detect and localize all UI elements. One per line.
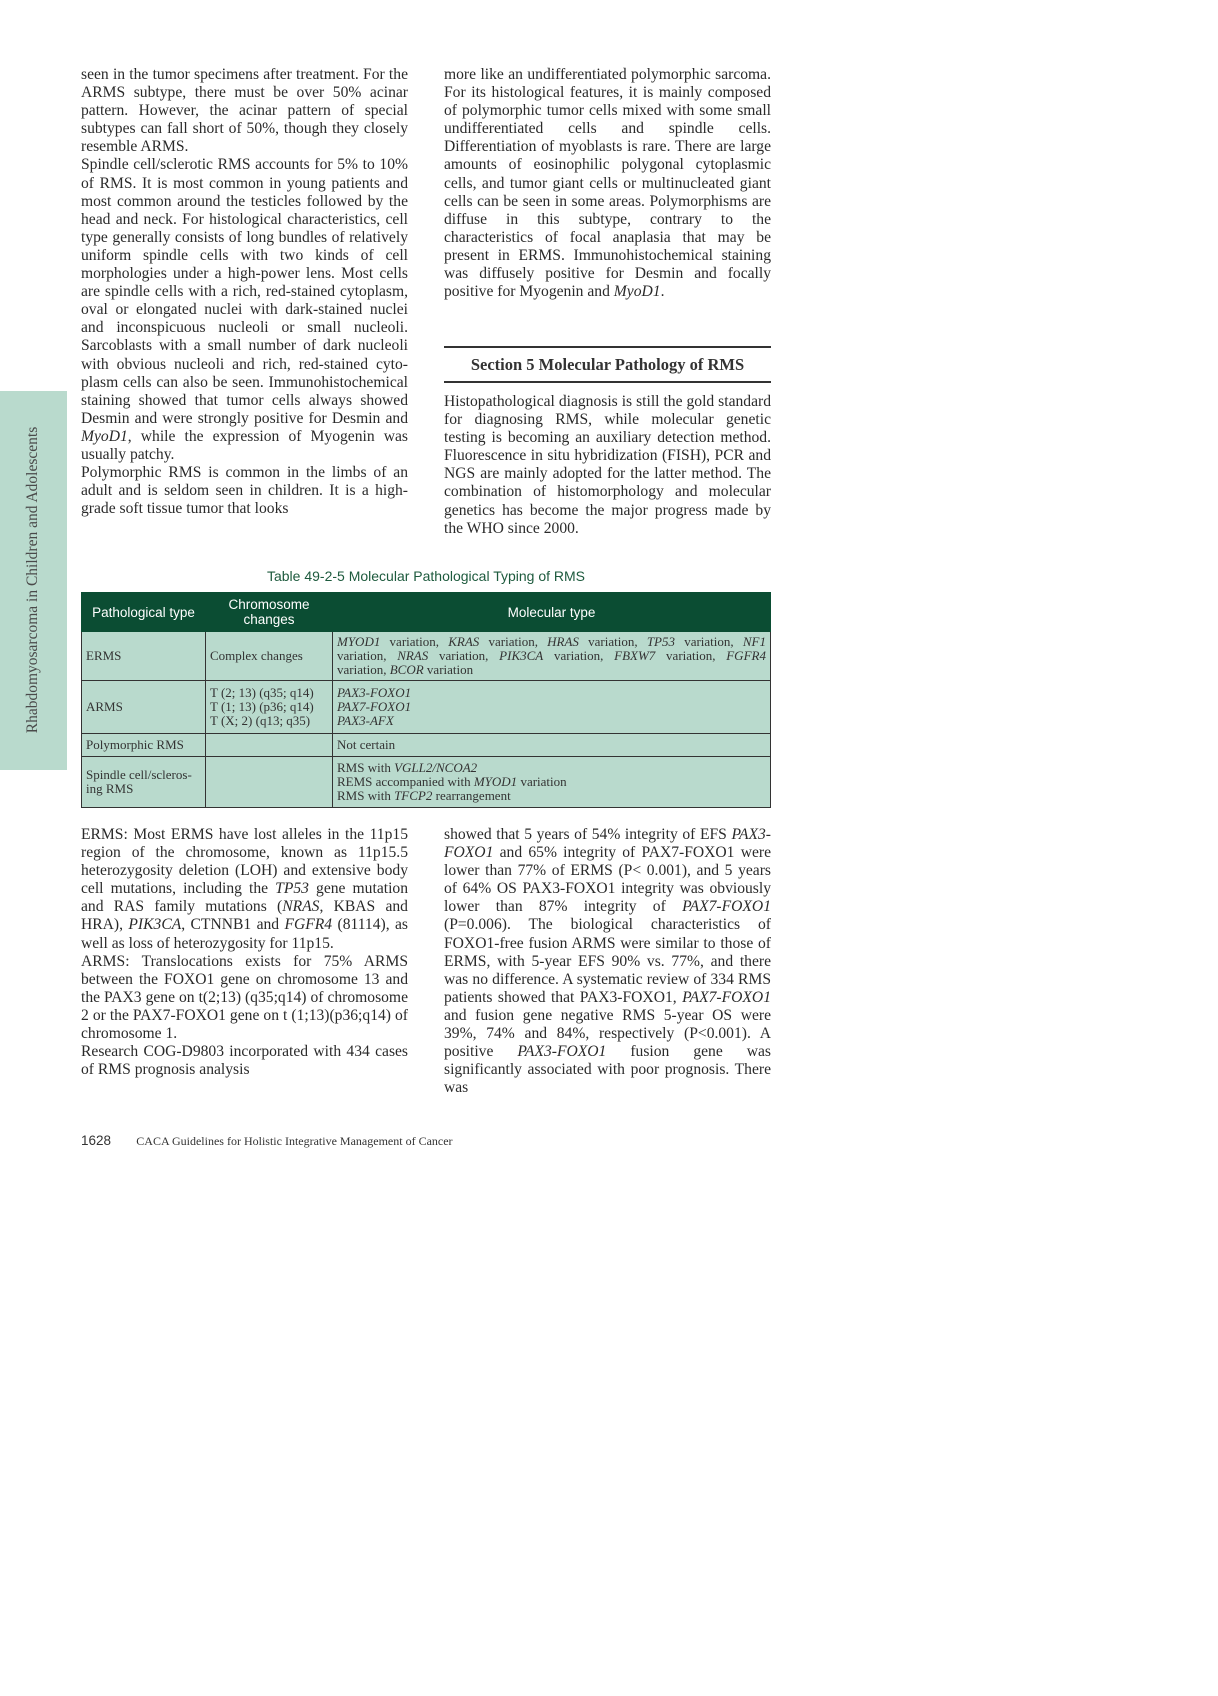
cell-molecular-type — [333, 632, 771, 681]
paragraph — [81, 464, 408, 518]
table-caption: Table 49-2-5 Molecular Pathological Typing of RMS — [266, 568, 586, 584]
text-run: variation — [517, 774, 567, 789]
text-column-bottom-right — [444, 826, 771, 1097]
italic-gene-name: TP53 — [275, 880, 309, 898]
italic-gene-name: PAX7-FOXO1 — [682, 898, 771, 916]
text-run: variation, — [674, 634, 743, 649]
cell-chromosome-changes — [206, 734, 333, 757]
italic-gene-name: KRAS — [448, 634, 480, 649]
text-run: variation, — [655, 648, 727, 663]
molecular-line — [337, 700, 766, 714]
italic-gene-name: PAX3-AFX — [337, 713, 394, 728]
italic-gene-name: TFCP2 — [394, 788, 433, 803]
cell-chromosome-changes — [206, 681, 333, 734]
text-run: variation, — [578, 634, 647, 649]
text-run: , KBAS and HRA), — [81, 898, 408, 934]
italic-gene-name: FGFR4 — [726, 648, 766, 663]
italic-gene-name: NRAS — [397, 648, 429, 663]
paragraph — [81, 953, 408, 1043]
italic-gene-name: NF1 — [742, 634, 766, 649]
table-row — [82, 681, 771, 734]
paragraph — [81, 66, 408, 156]
text-run: variation, — [337, 648, 398, 663]
chromosome-line: T (2; 13) (q35; q14) — [210, 685, 314, 700]
text-run: variation, — [380, 634, 449, 649]
paragraph — [444, 393, 771, 538]
table-row — [82, 632, 771, 681]
text-run: ARMS: Translocations exists for 75% ARMS between the FOXO1 gene on chromosome 13 and the PAX3 gene on t(2;13) (q35;q14) of chromosome 2 or the PAX7-FOXO1 gene on t (1;13)(p36;q14) of chromosome 1. — [81, 952, 408, 1043]
text-run: Histopathological diagnosis is still the gold standard for diagnosing RMS, while molecular genetic testing is becoming an auxiliary detection method. Fluorescence in situ hybridization (FISH), PCR and NGS are mainly adopted for the latter method. The combination of histomorphology and molecular genetics has become the major progress made by the WHO since 2000. — [444, 393, 771, 537]
cell-chromosome-changes — [206, 757, 333, 808]
text-run: . — [660, 283, 665, 301]
section-heading: Section 5 Molecular Pathology of RMS — [470, 355, 745, 374]
text-run: variation, — [428, 648, 500, 663]
molecular-line — [337, 738, 766, 752]
page-footer — [81, 1133, 453, 1149]
paragraph — [81, 1043, 408, 1079]
text-run: and 65% integrity of PAX7-FOXO1 were lower than 77% of ERMS (P< 0.001), and 5 years of 64% OS PAX3-FOXO1 integrity was obviously lower than 87% integrity of — [444, 844, 771, 916]
molecular-line — [337, 775, 766, 789]
text-column-top-left — [81, 66, 408, 518]
cell-pathological-type: ARMS — [82, 681, 206, 734]
italic-gene-name: HRAS — [547, 634, 579, 649]
text-run: Spindle cell/sclerotic RMS accounts for 5% to 10% of RMS. It is most common in young patients and most common around the testicles followed by the head and neck. For histological characteristics, cell type generally consists of long bundles of relatively uniform spindle cells with two kinds of cell morphologies under a high-power lens. Most cells are spindle cells with a rich, red-stained cytoplasm, oval or elongated nuclei with dark-stained nuclei and inconspicuous nucleoli or small nucleoli. Sarcoblasts with a small number of dark nucleoli with obvious nucleoli and rich, red-stained cytoplasm cells can also be seen. Immunohistochemical staining showed that tumor cells always showed Desmin and were strongly positive for Desmin and — [81, 156, 408, 427]
table-row — [82, 757, 771, 808]
running-head-sidebar — [0, 391, 67, 770]
molecular-typing-table — [81, 592, 771, 808]
molecular-line — [337, 686, 766, 700]
text-run: variation, — [337, 662, 390, 677]
molecular-line — [337, 761, 766, 775]
text-run: RMS with — [337, 788, 395, 803]
table-row — [82, 734, 771, 757]
italic-gene-name: PAX3-FOXO1 — [444, 826, 771, 862]
text-run: fusion gene was significantly associated with poor prognosis. There was — [444, 1043, 771, 1097]
italic-gene-name: FBXW7 — [614, 648, 656, 663]
italic-gene-name: PIK3CA — [128, 916, 182, 934]
text-run: ERMS: Most ERMS have lost alleles in the 11p15 region of the chromosome, known as 11p15.5 heterozygosity deletion (LOH) and extensive body cell mutations, including the — [81, 826, 408, 898]
section-rule-top — [444, 346, 771, 348]
text-run: showed that 5 years of 54% integrity of EFS — [444, 826, 732, 843]
header-pathological-type: Pathological type — [82, 593, 206, 632]
text-column-top-right — [444, 66, 771, 301]
page-number: 1628 — [81, 1133, 112, 1148]
italic-gene-name: MYOD1 — [473, 774, 518, 789]
paragraph — [81, 156, 408, 464]
text-run: Not certain — [337, 737, 396, 752]
cell-molecular-type — [333, 681, 771, 734]
cell-pathological-type: ERMS — [82, 632, 206, 681]
paragraph — [444, 826, 771, 1097]
chromosome-line: T (X; 2) (q13; q35) — [210, 713, 311, 728]
molecular-line — [337, 789, 766, 803]
table-header-row — [82, 593, 771, 632]
text-run: , while the expression of Myogenin was usually patchy. — [81, 427, 408, 463]
italic-gene-name: NRAS — [282, 898, 320, 916]
text-run: more like an undifferentiated polymorphic sarcoma. For its histological features, it is mainly composed of polymorphic tumor cells mixed with some small undifferentiated cells and spindle cells. Differentiation of myoblasts is rare. There are large amounts of eosinophilic polygonal cytoplasmic cells, and tumor giant cells or multinucleated giant cells can be seen in some areas. Polymorphisms are diffuse in this subtype, contrary to the characteristics of focal anaplasia that may be present in ERMS. Immunohistochemical staining was diffusely positive for Desmin and focally positive for Myogenin and — [444, 66, 771, 301]
italic-gene-name: MyoD1 — [81, 427, 128, 445]
italic-gene-name: TP53 — [646, 634, 675, 649]
paragraph-group — [444, 66, 771, 301]
text-run: rearrangement — [432, 788, 511, 803]
book-title: CACA Guidelines for Holistic Integrative Management of Cancer — [136, 1134, 453, 1148]
paragraph — [444, 66, 771, 301]
italic-gene-name: VGLL2/NCOA2 — [394, 760, 478, 775]
italic-gene-name: PIK3CA — [499, 648, 544, 663]
text-run: Research COG-D9803 incorporated with 434 cases of RMS prognosis analysis — [81, 1043, 408, 1079]
italic-gene-name: BCOR — [389, 662, 424, 677]
cell-pathological-type: Spindle cell/sclerosing RMS — [82, 757, 206, 808]
text-run: gene mutation and RAS family mutations ( — [81, 880, 408, 916]
text-run: , CTNNB1 and — [181, 916, 285, 934]
italic-gene-name: MyoD1 — [613, 283, 661, 301]
text-run: (P=0.006). The biological characteristics of FOXO1-free fusion ARMS were similar to those of ERMS, with 5-year EFS 90% vs. 77%, and there was no difference. A systematic review of 334 RMS patients showed that PAX3-FOXO1, — [444, 916, 771, 1006]
italic-gene-name: PAX3-FOXO1 — [517, 1043, 607, 1061]
italic-gene-name: FGFR4 — [284, 916, 333, 934]
chromosome-line: T (1; 13) (p36; q14) — [210, 699, 314, 714]
text-run: Polymorphic RMS is common in the limbs of an adult and is seldom seen in children. It is a high-grade soft tissue tumor that looks — [81, 464, 408, 518]
italic-gene-name: PAX7-FOXO1 — [682, 988, 771, 1006]
header-molecular-type: Molecular type — [333, 593, 771, 632]
text-run: variation, — [479, 634, 548, 649]
cell-molecular-type — [333, 757, 771, 808]
text-run: seen in the tumor specimens after treatment. For the ARMS subtype, there must be over 50% acinar pattern. However, the acinar pattern of special subtypes can fall short of 50%, though they closely resemble ARMS. — [81, 66, 408, 156]
cell-chromosome-changes — [206, 632, 333, 681]
italic-gene-name: PAX3-FOXO1 — [337, 685, 412, 700]
text-run: and fusion gene negative RMS 5-year OS were 39%, 74% and 84%, respectively (P<0.001). A positive — [444, 1006, 771, 1061]
text-run: (81114), as well as loss of heterozygosity for 11p15. — [81, 916, 408, 952]
text-run: variation, — [543, 648, 615, 663]
text-run: REMS accompanied with — [337, 774, 474, 789]
header-chromosome-changes: Chromosome changes — [206, 593, 333, 632]
text-column-bottom-left — [81, 826, 408, 1079]
italic-gene-name: MYOD1 — [337, 634, 381, 649]
cell-molecular-type — [333, 734, 771, 757]
section-rule-bottom — [444, 381, 771, 383]
text-run: RMS with — [337, 760, 395, 775]
section-body — [444, 393, 771, 538]
text-run: variation — [423, 662, 474, 677]
molecular-line — [337, 714, 766, 728]
italic-gene-name: PAX7-FOXO1 — [337, 699, 412, 714]
molecular-line — [337, 635, 766, 677]
chromosome-line: Complex changes — [210, 648, 303, 663]
paragraph — [81, 826, 408, 953]
cell-pathological-type: Polymorphic RMS — [82, 734, 206, 757]
running-head-text: Rhabdomyosarcoma in Children and Adolescents — [24, 426, 41, 734]
